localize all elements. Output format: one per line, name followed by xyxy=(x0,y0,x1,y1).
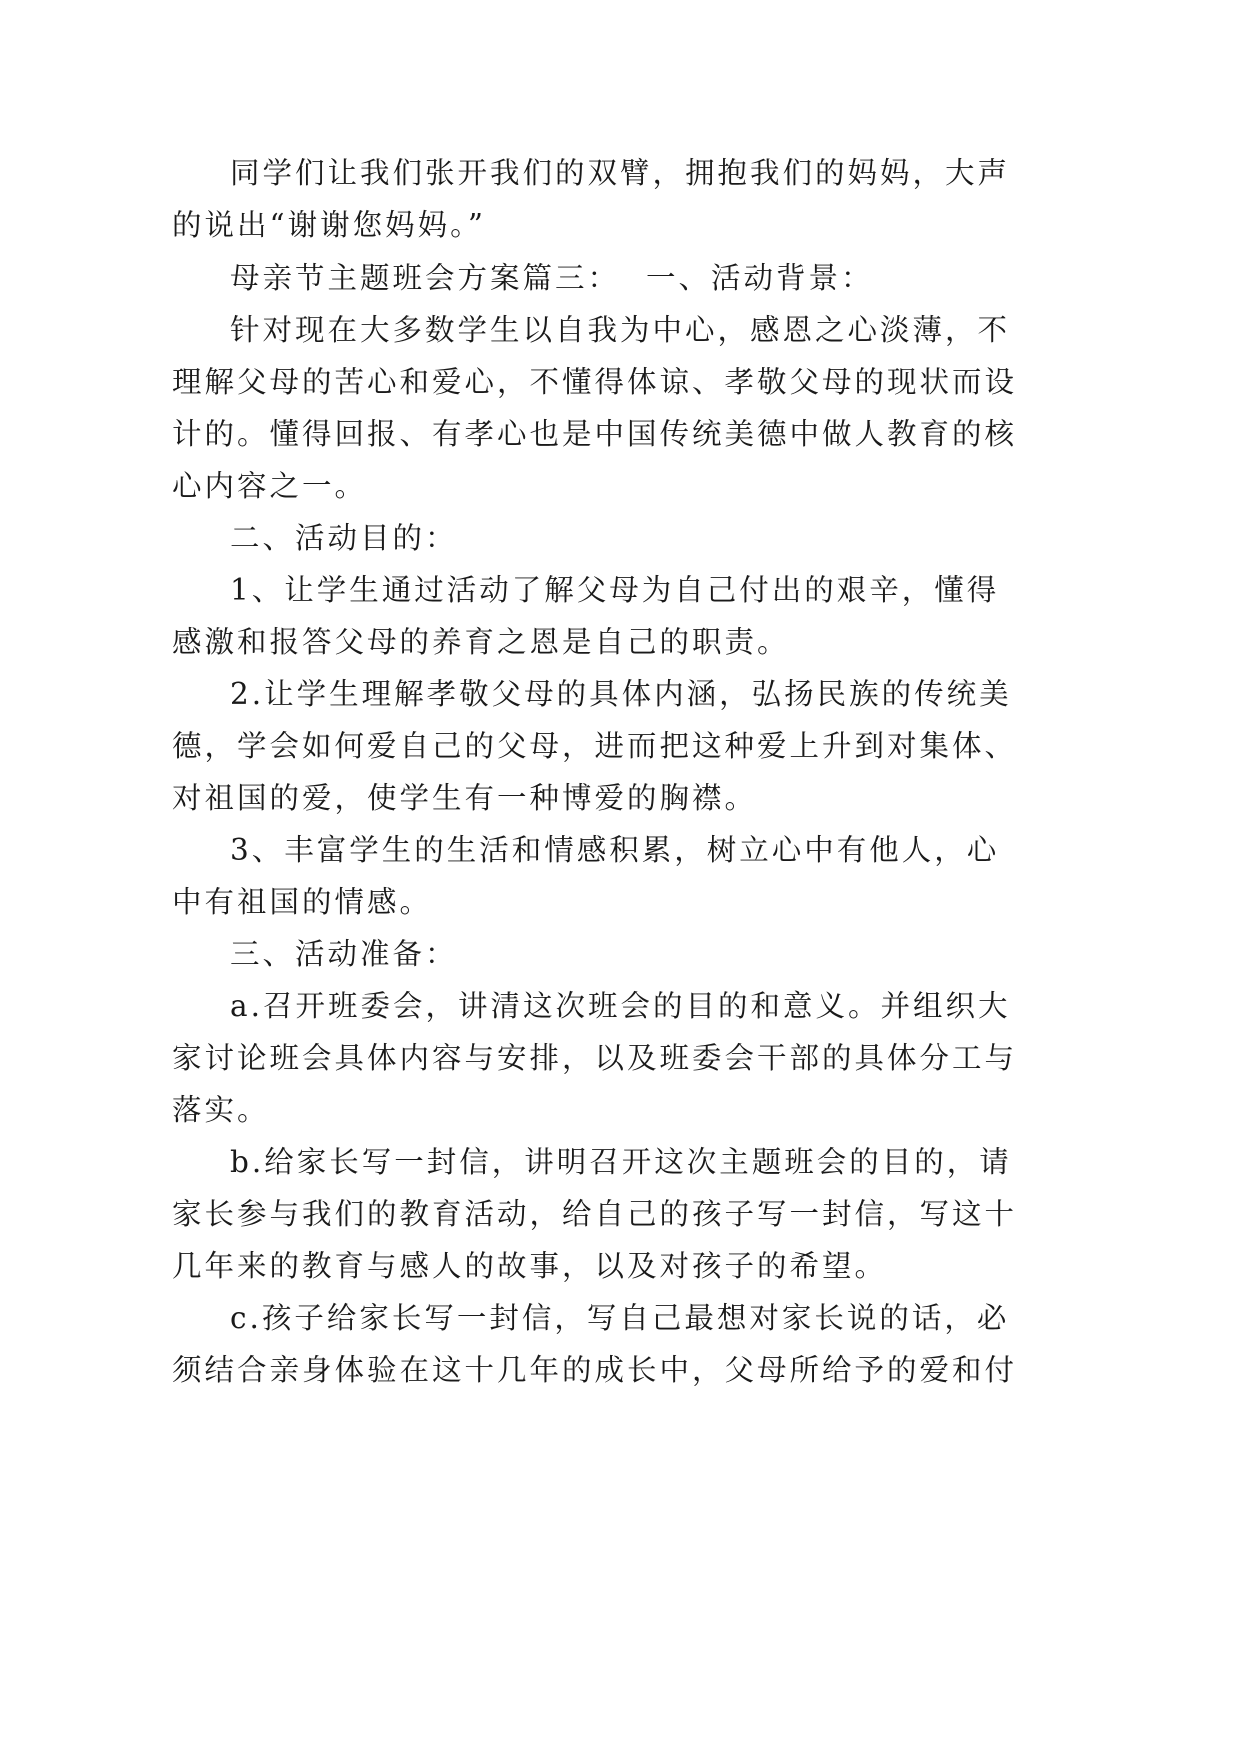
text-line: 须结合亲身体验在这十几年的成长中，父母所给予的爱和付 xyxy=(172,1353,1018,1387)
text-line: 理解父母的苦心和爱心，不懂得体谅、孝敬父母的现状而设 xyxy=(172,365,1018,399)
text-line: c.孩子给家长写一封信，写自己最想对家长说的话，必 xyxy=(230,1301,1010,1335)
text-line: 同学们让我们张开我们的双臂，拥抱我们的妈妈，大声 xyxy=(230,156,1011,190)
text-line: 家讨论班会具体内容与安排，以及班委会干部的具体分工与 xyxy=(172,1041,1018,1075)
heading-activity-preparation: 三、活动准备： xyxy=(230,937,458,971)
text-line: 针对现在大多数学生以自我为中心，感恩之心淡薄，不 xyxy=(230,313,1011,347)
heading-activity-goals: 二、活动目的： xyxy=(230,521,458,555)
text-line: 1、让学生通过活动了解父母为自己付出的艰辛，懂得 xyxy=(230,573,1000,607)
text-line: 中有祖国的情感。 xyxy=(172,885,433,919)
text-line: 的说出“谢谢您妈妈。” xyxy=(172,208,486,242)
text-line: 家长参与我们的教育活动，给自己的孩子写一封信，写这十 xyxy=(172,1197,1018,1231)
text-line: 几年来的教育与感人的故事，以及对孩子的希望。 xyxy=(172,1249,888,1283)
text-line: 感激和报答父母的养育之恩是自己的职责。 xyxy=(172,625,790,659)
section-title: 母亲节主题班会方案篇三： xyxy=(230,261,621,295)
text-line: a.召开班委会，讲清这次班会的目的和意义。并组织大 xyxy=(230,989,1011,1023)
text-line: 对祖国的爱，使学生有一种博爱的胸襟。 xyxy=(172,781,758,815)
text-line: 心内容之一。 xyxy=(172,469,368,503)
text-line: 落实。 xyxy=(172,1093,270,1127)
text-line: 3、丰富学生的生活和情感积累，树立心中有他人，心 xyxy=(230,833,1000,867)
text-line: 计的。懂得回报、有孝心也是中国传统美德中做人教育的核 xyxy=(172,417,1018,451)
text-line: 2.让学生理解孝敬父母的具体内涵，弘扬民族的传统美 xyxy=(230,677,1012,711)
text-line: 德，学会如何爱自己的父母，进而把这种爱上升到对集体、 xyxy=(172,729,1018,763)
text-line: b.给家长写一封信，讲明召开这次主题班会的目的，请 xyxy=(230,1145,1012,1179)
heading-activity-background: 一、活动背景： xyxy=(646,261,874,295)
